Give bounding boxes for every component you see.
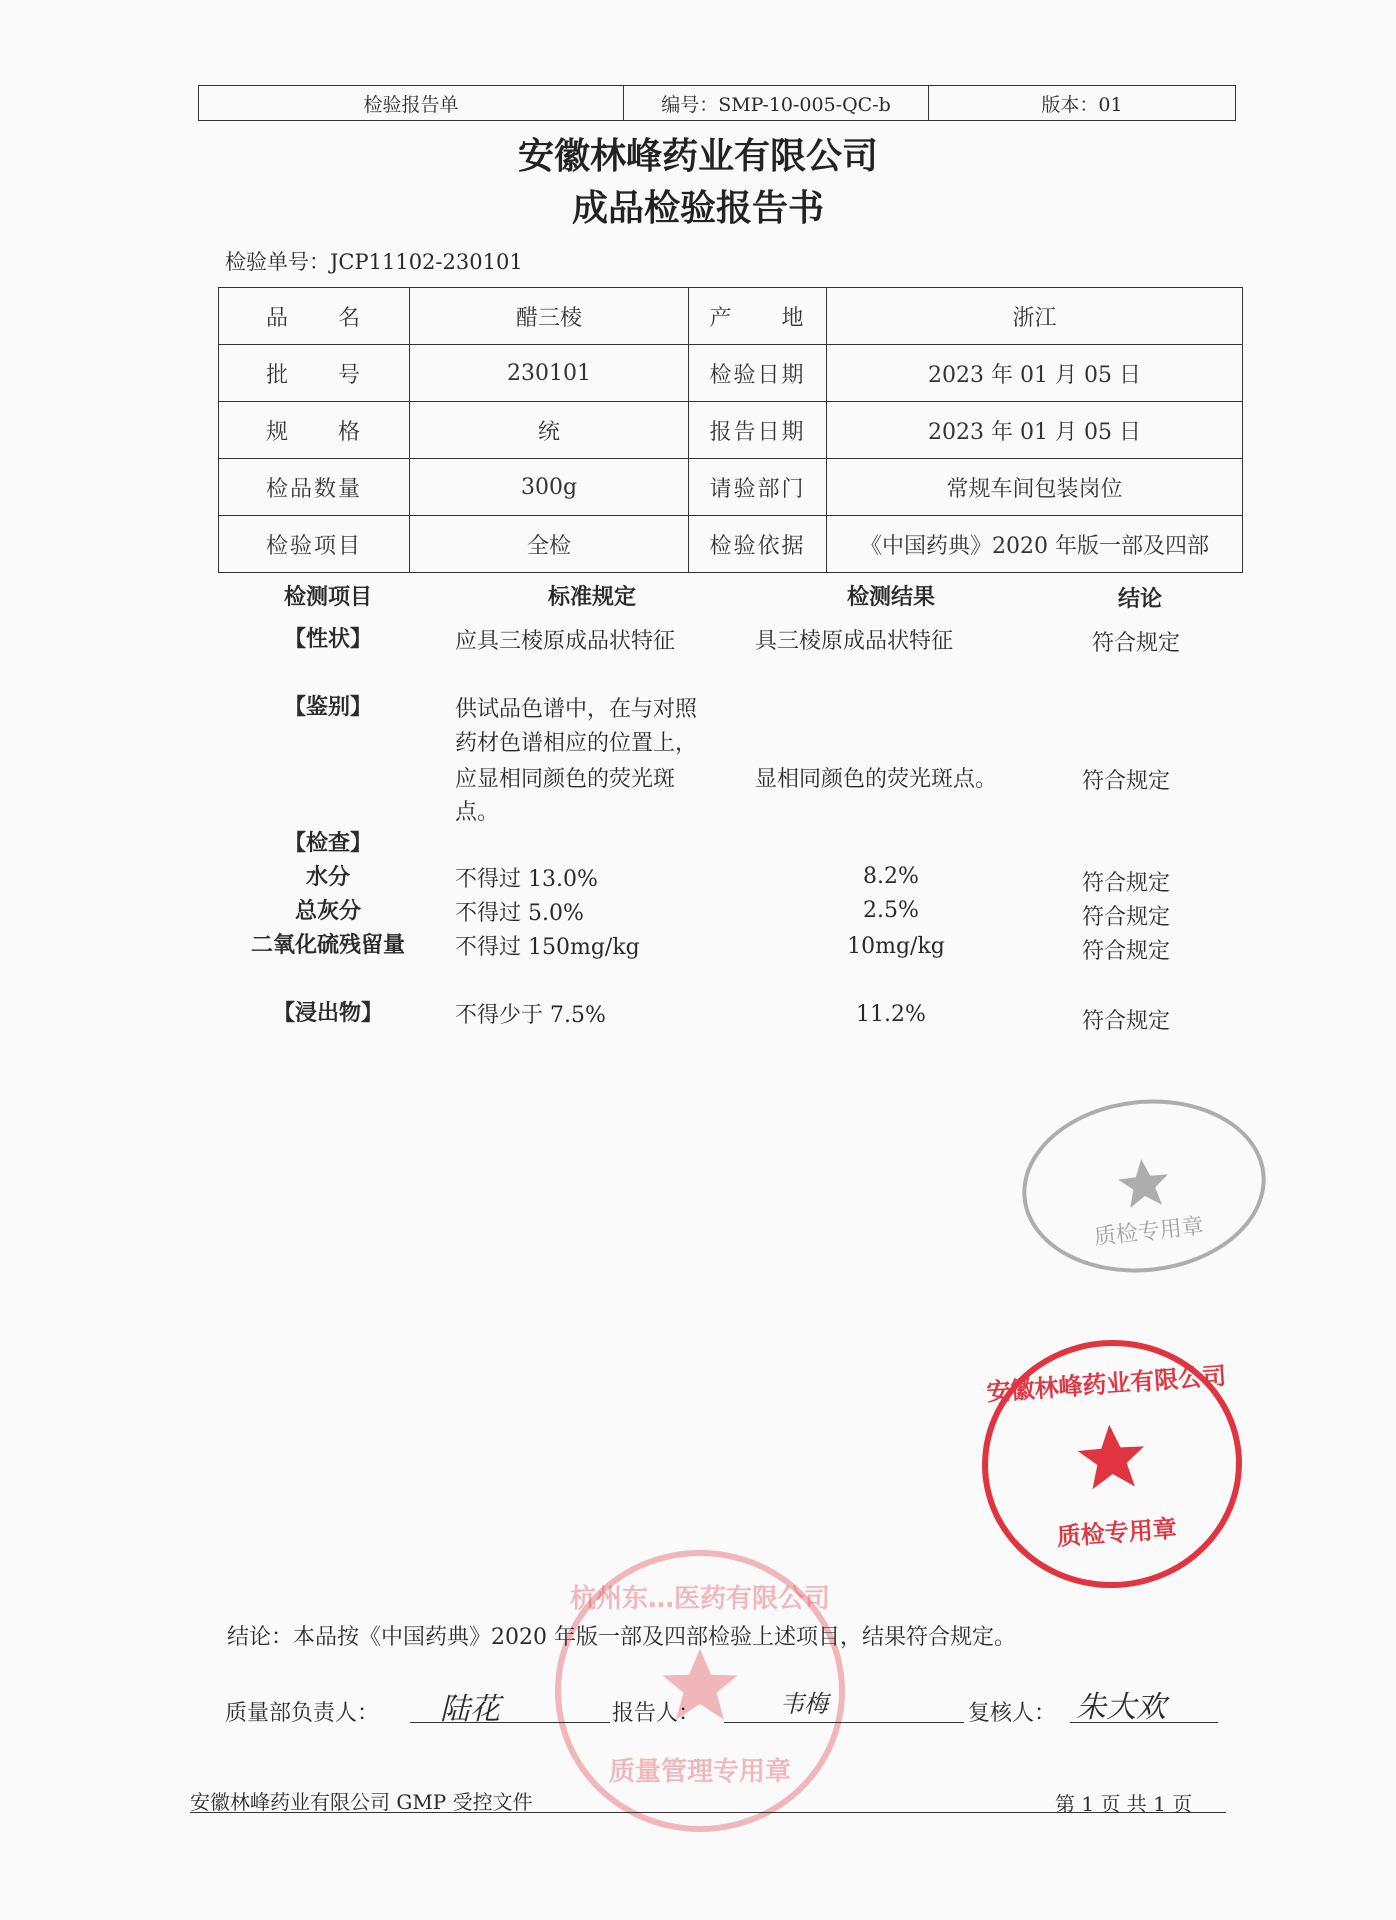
conclusion-so2: 符合规定 — [1082, 939, 1171, 964]
info-value: 醋三棱 — [410, 288, 689, 345]
info-label: 检品数量 — [219, 459, 410, 516]
reviewer-label: 复核人： — [968, 1701, 1057, 1726]
standard-jianbie-4: 点。 — [455, 800, 500, 825]
info-value: 《中国药典》2020 年版一部及四部 — [827, 516, 1243, 573]
stamp-ring: 安徽林峰药业有限公司 — [985, 1361, 1228, 1407]
info-value: 常规车间包装岗位 — [827, 459, 1243, 516]
col-header-conclusion: 结论 — [1117, 587, 1163, 612]
qa-head-signature: 陆花 — [440, 1692, 500, 1727]
conclusion-extract: 符合规定 — [1082, 1009, 1171, 1034]
conclusion-jianbie: 符合规定 — [1082, 769, 1171, 794]
item-jianbie: 【鉴别】 — [283, 695, 373, 720]
result-so2: 10mg/kg — [847, 934, 945, 959]
form-header — [198, 85, 1236, 121]
info-value: 浙江 — [827, 288, 1243, 345]
stamp-label: 质量管理专用章 — [608, 1757, 791, 1787]
stamp-label: 质检专用章 — [1055, 1514, 1178, 1551]
info-value: 统 — [410, 402, 689, 459]
qc-stamp-gray — [1014, 1088, 1275, 1285]
item-so2: 二氧化硫残留量 — [250, 933, 406, 958]
info-row — [219, 288, 1243, 345]
standard-water: 不得过 13.0% — [455, 867, 598, 892]
stamp-label: 质检专用章 — [1092, 1214, 1205, 1251]
star-icon — [1111, 1151, 1177, 1217]
qc-stamp-red — [974, 1331, 1251, 1597]
info-label: 检验日期 — [689, 345, 827, 402]
item-xingzhuang: 【性状】 — [283, 627, 373, 652]
standard-jianbie-1: 供试品色谱中，在与对照 — [455, 697, 698, 722]
report-title: 成品检验报告书 — [571, 188, 824, 229]
col-header-result: 检测结果 — [846, 585, 936, 610]
form-code: 编号：SMP-10-005-QC-b — [624, 86, 929, 120]
qa-head-label: 质量部负责人： — [225, 1701, 380, 1726]
conclusion-text: 结论：本品按《中国药典》2020 年版一部及四部检验上述项目，结果符合规定。 — [227, 1625, 1016, 1650]
conclusion-ash: 符合规定 — [1082, 905, 1171, 930]
standard-ash: 不得过 5.0% — [455, 901, 584, 926]
reporter-signature: 韦梅 — [780, 1690, 828, 1718]
info-label: 批 号 — [219, 345, 410, 402]
result-jianbie: 显相同颜色的荧光斑点。 — [755, 767, 998, 792]
result-xingzhuang: 具三棱原成品状特征 — [755, 629, 954, 654]
doc-number: 检验单号：JCP11102-230101 — [225, 250, 523, 274]
star-icon — [1069, 1415, 1154, 1500]
item-extract: 【浸出物】 — [272, 1001, 384, 1026]
info-label: 产 地 — [689, 288, 827, 345]
item-jiancha: 【检查】 — [283, 831, 373, 856]
reviewer-signature: 朱大欢 — [1076, 1690, 1166, 1725]
result-extract: 11.2% — [856, 1002, 926, 1027]
info-value: 2023 年 01 月 05 日 — [827, 345, 1243, 402]
conclusion-xingzhuang: 符合规定 — [1092, 631, 1181, 656]
col-header-item: 检测项目 — [283, 585, 373, 610]
info-value: 230101 — [410, 345, 689, 402]
footer-page: 第 1 页 共 1 页 — [1055, 1792, 1193, 1816]
item-water: 水分 — [305, 865, 351, 890]
standard-so2: 不得过 150mg/kg — [455, 935, 640, 960]
form-version: 版本：01 — [1041, 93, 1123, 116]
info-label: 检验依据 — [689, 516, 827, 573]
standard-jianbie-2: 药材色谱相应的位置上， — [455, 731, 698, 756]
footer-left: 安徽林峰药业有限公司 GMP 受控文件 — [190, 1790, 533, 1814]
stamp-ring: 杭州东…医药有限公司 — [569, 1584, 830, 1614]
standard-xingzhuang: 应具三棱原成品状特征 — [455, 629, 676, 654]
info-row — [219, 459, 1243, 516]
info-label: 规 格 — [219, 402, 410, 459]
info-label: 品 名 — [219, 288, 410, 345]
info-value: 300g — [410, 459, 689, 516]
info-row — [219, 516, 1243, 573]
result-ash: 2.5% — [863, 898, 919, 923]
info-table — [218, 287, 1243, 573]
info-label: 报告日期 — [689, 402, 827, 459]
reporter-line — [724, 1722, 964, 1723]
info-row — [219, 345, 1243, 402]
info-value: 全检 — [410, 516, 689, 573]
col-header-standard: 标准规定 — [547, 585, 637, 610]
info-label: 请验部门 — [689, 459, 827, 516]
info-row — [219, 402, 1243, 459]
item-ash: 总灰分 — [294, 899, 362, 924]
info-label: 检验项目 — [219, 516, 410, 573]
form-name: 检验报告单 — [199, 86, 624, 120]
conclusion-water: 符合规定 — [1082, 871, 1171, 896]
company-name: 安徽林峰药业有限公司 — [517, 136, 878, 177]
info-value: 2023 年 01 月 05 日 — [827, 402, 1243, 459]
standard-extract: 不得少于 7.5% — [455, 1003, 606, 1028]
standard-jianbie-3: 应显相同颜色的荧光斑 — [455, 767, 676, 792]
result-water: 8.2% — [863, 864, 919, 889]
reporter-label: 报告人： — [612, 1701, 701, 1726]
